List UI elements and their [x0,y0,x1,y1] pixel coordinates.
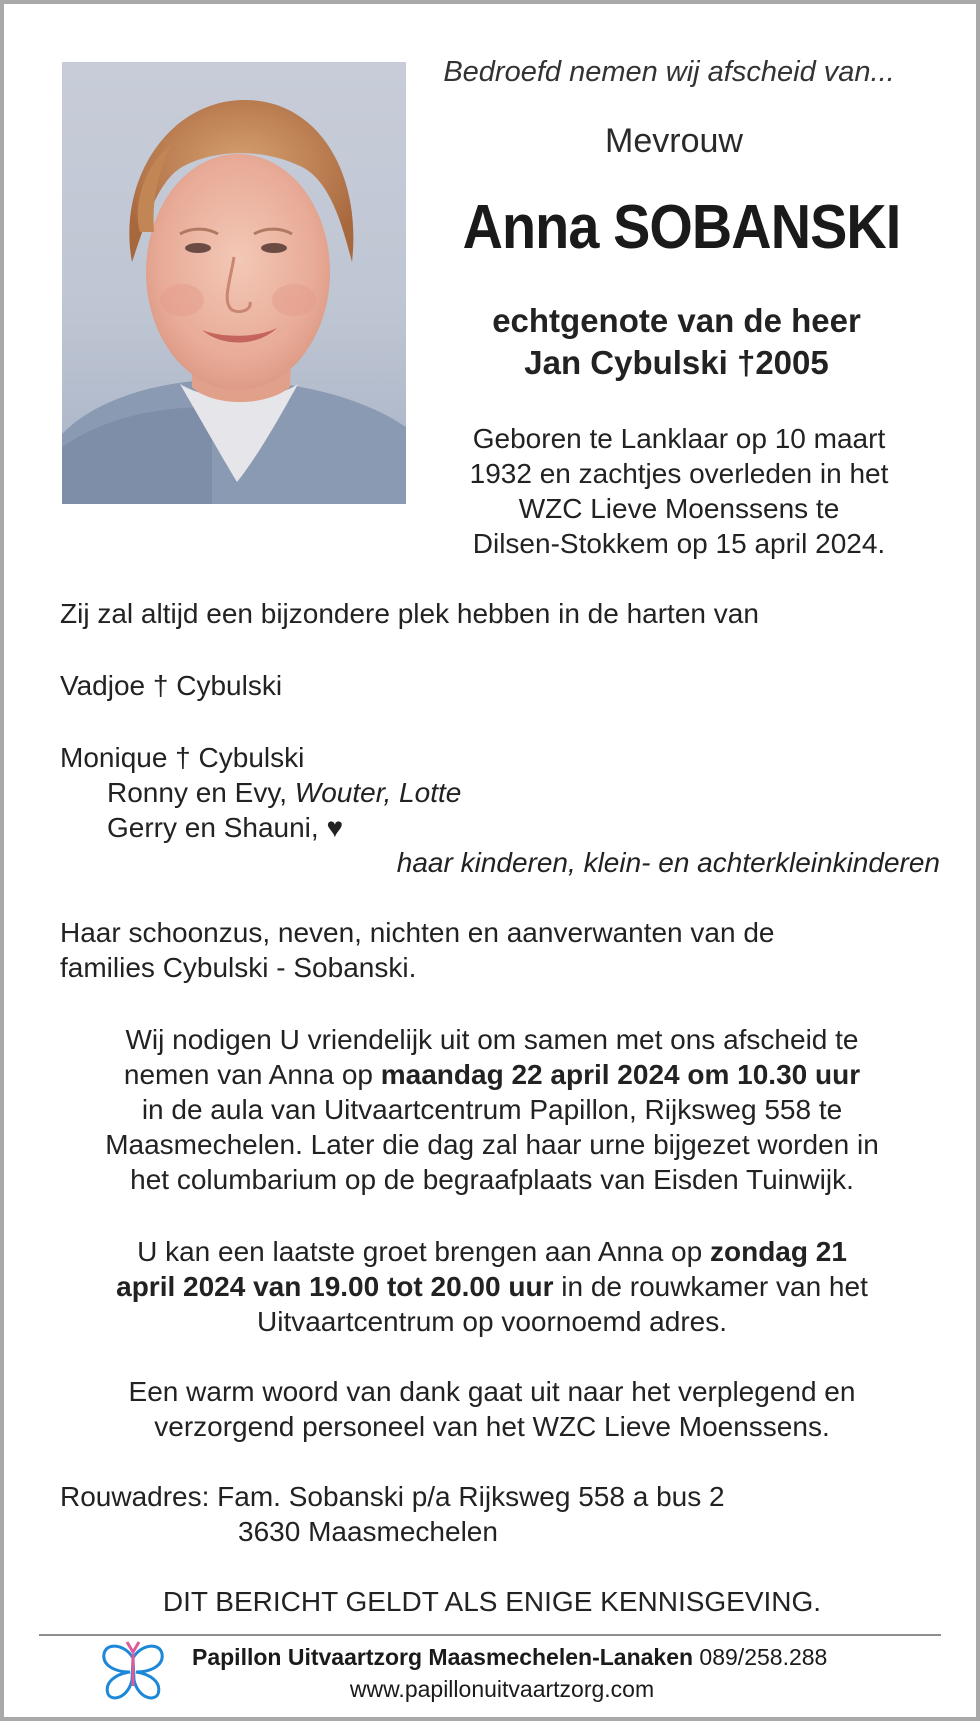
family-intro: Zij zal altijd een bijzondere plek hebben in de harten van [60,598,759,629]
funeral-home-phone: 089/258.288 [693,1644,828,1670]
visit-line: Uitvaartcentrum op voornoemd adres. [257,1306,727,1337]
family-ronny-children: Wouter, Lotte [294,777,462,808]
family-ronny [60,775,940,810]
family-monique: Monique † Cybulski [60,742,305,773]
spouse-line-1: echtgenote van de heer [492,302,861,339]
thanks-block [44,1374,940,1444]
visit-line [44,1234,940,1269]
ceremony-text: nemen van Anna op [123,1059,381,1090]
birth-line: WZC Lieve Moenssens te [518,493,840,524]
birth-line: Geboren te Lanklaar op 10 maart [472,423,886,454]
spouse-block [409,300,944,384]
visit-text: in de rouwkamer van het [553,1271,868,1302]
ceremony-line: het columbarium op de begraafplaats van Eisden Tuinwijk. [130,1164,854,1195]
notice-text: DIT BERICHT GELDT ALS ENIGE KENNISGEVING. [162,1586,822,1617]
visit-line [44,1269,940,1304]
ceremony-datetime: maandag 22 april 2024 om 10.30 uur [380,1059,861,1090]
address-line-1: Rouwadres: Fam. Sobanski p/a Rijksweg 558 a bus 2 [60,1481,725,1512]
relatives-line: families Cybulski - Sobanski. [60,952,417,983]
salutation: Mevrouw [605,122,743,160]
birth-death-details [409,421,949,561]
funeral-home-website: www.papillonuitvaartzorg.com [349,1676,655,1702]
butterfly-logo-icon [100,1640,166,1704]
ceremony-line [44,1057,940,1092]
ceremony-line: Maasmechelen. Later die dag zal haar urne bijgezet worden in [105,1129,879,1160]
relatives-line: Haar schoonzus, neven, nichten en aanverwanten van de [60,917,775,948]
portrait-illustration [62,62,406,504]
ceremony-line: Wij nodigen U vriendelijk uit om samen met ons afscheid te [125,1024,859,1055]
intro-text: Bedroefd nemen wij afscheid van... [443,56,895,88]
family-gerry: Gerry en Shauni, ♥ [107,812,344,843]
portrait-photo [62,62,406,504]
spouse-line-2: Jan Cybulski †2005 [524,344,829,381]
ceremony-block [44,1022,940,1197]
deceased-name: Anna SOBANSKI [462,193,901,262]
birth-line: 1932 en zachtjes overleden in het [469,458,889,489]
family-vadjoe: Vadjoe † Cybulski [60,670,283,701]
family-monique-block [60,740,940,880]
thanks-line: verzorgend personeel van het WZC Lieve Moenssens. [154,1411,830,1442]
ceremony-line: in de aula van Uitvaartcentrum Papillon, Rijksweg 558 te [141,1094,843,1125]
funeral-home-line [192,1644,827,1671]
thanks-line: Een warm woord van dank gaat uit naar het verplegend en [128,1376,856,1407]
relatives-block [60,915,774,985]
visit-date: zondag 21 [709,1236,847,1267]
family-role: haar kinderen, klein- en achterkleinkinderen [396,847,940,878]
family-ronny-names: Ronny en Evy, [107,777,295,808]
funeral-home-name: Papillon Uitvaartzorg Maasmechelen-Lanaken [192,1644,694,1670]
visit-block [44,1234,940,1339]
address-block [60,1479,725,1549]
address-line-2: 3630 Maasmechelen [238,1516,498,1547]
birth-line: Dilsen-Stokkem op 15 april 2024. [472,528,886,559]
footer-divider [39,1634,941,1636]
visit-time: april 2024 van 19.00 tot 20.00 uur [116,1271,554,1302]
visit-text: U kan een laatste groet brengen aan Anna op [137,1236,710,1267]
